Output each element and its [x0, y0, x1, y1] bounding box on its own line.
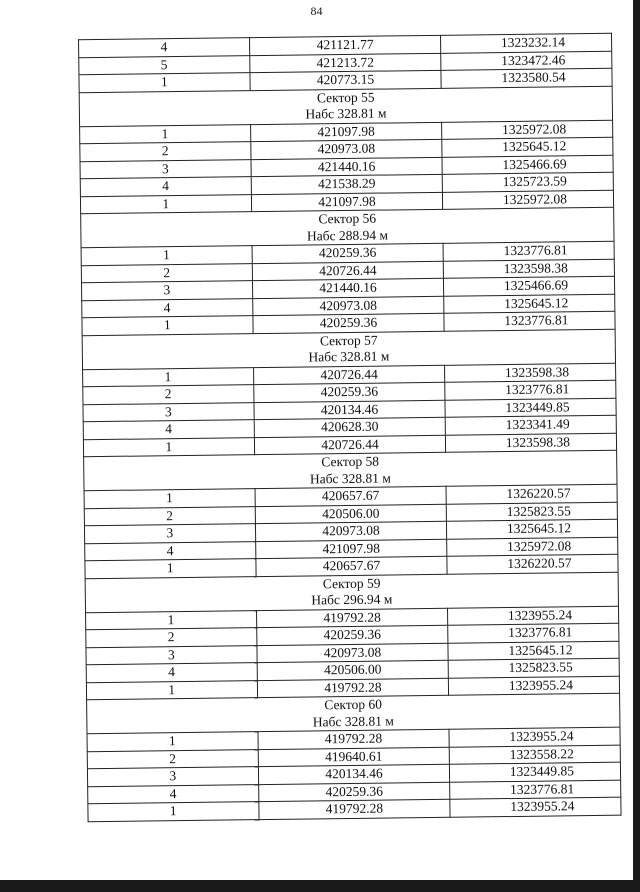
y-coordinate: 1323776.81: [450, 780, 621, 800]
point-number: 1: [86, 610, 257, 630]
y-coordinate: 1325645.12: [444, 294, 615, 314]
y-coordinate: 1323598.38: [446, 433, 617, 453]
sector-height: Набс 296.94 м: [85, 589, 618, 613]
y-coordinate: 1325466.69: [442, 155, 613, 175]
y-coordinate: 1323598.38: [444, 259, 615, 279]
y-coordinate: 1323449.85: [450, 762, 621, 782]
x-coordinate: 419792.28: [256, 608, 448, 628]
x-coordinate: 420973.08: [252, 296, 444, 316]
x-coordinate: 420259.36: [252, 243, 444, 263]
y-coordinate: 1325645.12: [442, 137, 613, 157]
y-coordinate: 1325723.59: [443, 172, 614, 192]
y-coordinate: 1325972.08: [443, 190, 614, 210]
x-coordinate: 421097.98: [251, 192, 443, 212]
x-coordinate: 420973.08: [256, 643, 448, 663]
x-coordinate: 420657.67: [255, 486, 447, 506]
point-number: 4: [82, 298, 253, 318]
point-number: 2: [80, 142, 251, 162]
y-coordinate: 1325972.08: [447, 537, 618, 557]
point-number: 1: [84, 489, 255, 509]
x-coordinate: 420506.00: [257, 660, 449, 680]
point-number: 1: [83, 367, 254, 387]
point-number: 2: [84, 506, 255, 526]
sector-height: Набс 328.81 м: [87, 710, 620, 734]
point-number: 4: [83, 420, 254, 440]
x-coordinate: 420259.36: [253, 382, 445, 402]
y-coordinate: 1323472.46: [441, 51, 612, 71]
x-coordinate: 421097.98: [255, 539, 447, 559]
point-number: 2: [83, 385, 254, 405]
x-coordinate: 420773.15: [249, 70, 441, 90]
y-coordinate: 1323341.49: [446, 415, 617, 435]
page-number: 84: [310, 4, 323, 18]
point-number: 1: [83, 437, 254, 457]
point-number: 1: [80, 124, 251, 144]
x-coordinate: 420134.46: [258, 764, 450, 784]
y-coordinate: 1325645.12: [447, 519, 618, 539]
point-number: 3: [83, 402, 254, 422]
y-coordinate: 1323776.81: [443, 241, 614, 261]
sector-height: Набс 288.94 м: [81, 224, 614, 248]
x-coordinate: 420628.30: [254, 417, 446, 437]
point-number: 3: [81, 281, 252, 301]
x-coordinate: 420259.36: [252, 313, 444, 333]
y-coordinate: 1326220.57: [447, 554, 618, 574]
point-number: 4: [88, 784, 259, 804]
coordinates-table-body: [79, 33, 622, 821]
y-coordinate: 1323955.24: [450, 797, 621, 817]
y-coordinate: 1323955.24: [449, 727, 620, 747]
y-coordinate: 1323598.38: [445, 363, 616, 383]
y-coordinate: 1325823.55: [447, 502, 618, 522]
x-coordinate: 420726.44: [252, 261, 444, 281]
point-number: 5: [79, 55, 250, 75]
coordinates-table: [78, 33, 622, 822]
point-number: 1: [81, 246, 252, 266]
x-coordinate: 421121.77: [249, 35, 441, 55]
point-number: 2: [81, 263, 252, 283]
point-number: 3: [80, 159, 251, 179]
x-coordinate: 421538.29: [251, 174, 443, 194]
point-number: 2: [87, 749, 258, 769]
point-number: 3: [86, 645, 257, 665]
point-number: 1: [85, 559, 256, 579]
y-coordinate: 1323449.85: [445, 398, 616, 418]
point-number: 1: [87, 732, 258, 752]
x-coordinate: 420726.44: [254, 435, 446, 455]
sector-title: Сектор 60: [87, 693, 620, 717]
x-coordinate: 421440.16: [251, 157, 443, 177]
x-coordinate: 421213.72: [249, 53, 441, 73]
x-coordinate: 420259.36: [256, 625, 448, 645]
x-coordinate: 420726.44: [253, 365, 445, 385]
point-number: 4: [79, 38, 250, 58]
sector-height: Набс 328.81 м: [79, 103, 612, 127]
y-coordinate: 1325466.69: [444, 276, 615, 296]
point-number: 1: [79, 73, 250, 93]
x-coordinate: 420506.00: [255, 504, 447, 524]
x-coordinate: 419792.28: [258, 729, 450, 749]
y-coordinate: 1323580.54: [441, 68, 612, 88]
y-coordinate: 1325823.55: [449, 658, 620, 678]
x-coordinate: 420134.46: [254, 400, 446, 420]
point-number: 3: [87, 767, 258, 787]
y-coordinate: 1325972.08: [442, 120, 613, 140]
x-coordinate: 421440.16: [252, 278, 444, 298]
point-number: 4: [80, 177, 251, 197]
x-coordinate: 420657.67: [255, 556, 447, 576]
y-coordinate: 1323776.81: [444, 311, 615, 331]
sector-height: Набс 328.81 м: [82, 346, 615, 370]
point-number: 3: [84, 524, 255, 544]
x-coordinate: 420259.36: [258, 782, 450, 802]
y-coordinate: 1323558.22: [450, 745, 621, 765]
sector-height: Набс 328.81 м: [84, 467, 617, 491]
y-coordinate: 1323955.24: [448, 606, 619, 626]
y-coordinate: 1323776.81: [448, 623, 619, 643]
x-coordinate: 420973.08: [250, 139, 442, 159]
sector-title: Сектор 56: [81, 207, 614, 231]
sector-title: Сектор 58: [84, 450, 617, 474]
y-coordinate: 1323232.14: [441, 33, 612, 53]
y-coordinate: 1323776.81: [445, 380, 616, 400]
y-coordinate: 1323955.24: [449, 676, 620, 696]
sector-title: Сектор 59: [85, 572, 618, 596]
point-number: 4: [86, 663, 257, 683]
point-number: 1: [80, 194, 251, 214]
x-coordinate: 419792.28: [258, 799, 450, 819]
x-coordinate: 419640.61: [258, 747, 450, 767]
x-coordinate: 420973.08: [255, 521, 447, 541]
y-coordinate: 1325645.12: [448, 641, 619, 661]
y-coordinate: 1326220.57: [446, 484, 617, 504]
x-coordinate: 419792.28: [257, 678, 449, 698]
point-number: 2: [86, 628, 257, 648]
point-number: 4: [85, 541, 256, 561]
sector-title: Сектор 55: [79, 86, 612, 110]
point-number: 1: [86, 680, 257, 700]
x-coordinate: 421097.98: [250, 122, 442, 142]
point-number: 1: [82, 316, 253, 336]
point-number: 1: [88, 802, 259, 822]
sector-title: Сектор 57: [82, 329, 615, 353]
